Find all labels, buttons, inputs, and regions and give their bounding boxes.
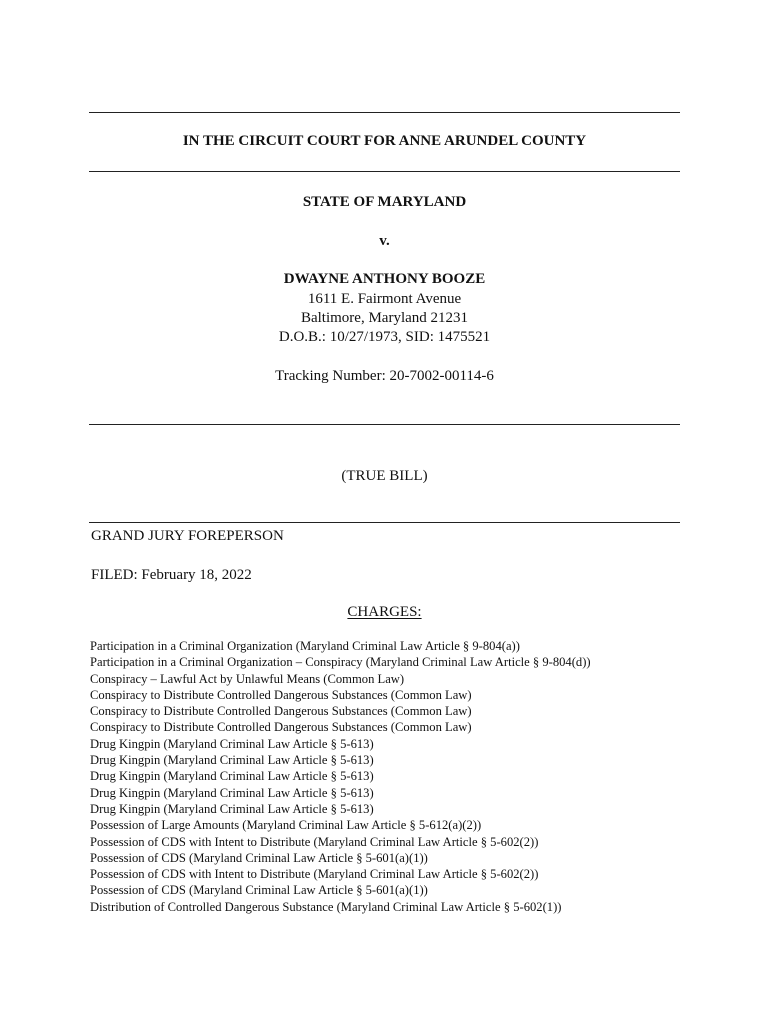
charge-item: Drug Kingpin (Maryland Criminal Law Article § 5-613)	[90, 769, 374, 784]
signature-rule	[89, 522, 680, 523]
charge-item: Participation in a Criminal Organization – Conspiracy (Maryland Criminal Law Article § 9-804(d))	[90, 655, 591, 670]
charge-item: Possession of CDS (Maryland Criminal Law Article § 5-601(a)(1))	[90, 883, 428, 898]
plaintiff-name: STATE OF MARYLAND	[302, 194, 467, 210]
charge-item: Drug Kingpin (Maryland Criminal Law Article § 5-613)	[90, 736, 374, 751]
charge-item: Possession of CDS (Maryland Criminal Law Article § 5-601(a)(1))	[90, 850, 428, 865]
court-rule	[89, 171, 680, 172]
foreperson-label: GRAND JURY FOREPERSON	[91, 528, 284, 544]
charges-list	[90, 638, 591, 915]
defendant-name: DWAYNE ANTHONY BOOZE	[283, 271, 486, 287]
defendant-dob-sid: D.O.B.: 10/27/1973, SID: 1475521	[278, 329, 491, 345]
charge-item: Conspiracy to Distribute Controlled Dangerous Substances (Common Law)	[90, 687, 472, 702]
defendant-address-line2: Baltimore, Maryland 21231	[300, 310, 469, 326]
charge-item: Drug Kingpin (Maryland Criminal Law Article § 5-613)	[90, 785, 374, 800]
charges-heading	[89, 603, 680, 621]
top-rule	[89, 112, 680, 113]
caption-rule	[89, 424, 680, 425]
charge-item: Conspiracy to Distribute Controlled Dangerous Substances (Common Law)	[90, 704, 472, 719]
versus-label: v.	[379, 233, 390, 249]
charge-item: Possession of Large Amounts (Maryland Criminal Law Article § 5-612(a)(2))	[90, 818, 482, 833]
filed-date: FILED: February 18, 2022	[91, 567, 252, 583]
defendant-address-line1: 1611 E. Fairmont Avenue	[307, 291, 462, 307]
charge-item: Possession of CDS with Intent to Distribute (Maryland Criminal Law Article § 5-602(2))	[90, 834, 539, 849]
charge-item: Drug Kingpin (Maryland Criminal Law Article § 5-613)	[90, 801, 374, 816]
true-bill-label: (TRUE BILL)	[341, 468, 428, 484]
court-title: IN THE CIRCUIT COURT FOR ANNE ARUNDEL COUNTY	[182, 133, 587, 149]
charge-item: Possession of CDS with Intent to Distribute (Maryland Criminal Law Article § 5-602(2))	[90, 867, 539, 882]
tracking-number: Tracking Number: 20-7002-00114-6	[275, 368, 494, 384]
charge-item: Distribution of Controlled Dangerous Substance (Maryland Criminal Law Article § 5-602(1))	[90, 899, 562, 914]
charge-item: Conspiracy to Distribute Controlled Dangerous Substances (Common Law)	[90, 720, 472, 735]
charge-item: Drug Kingpin (Maryland Criminal Law Article § 5-613)	[90, 753, 374, 768]
charge-item: Participation in a Criminal Organization (Maryland Criminal Law Article § 9-804(a))	[90, 639, 520, 653]
charge-item: Conspiracy – Lawful Act by Unlawful Means (Common Law)	[90, 671, 405, 686]
charges-heading-text: CHARGES:	[347, 604, 422, 620]
